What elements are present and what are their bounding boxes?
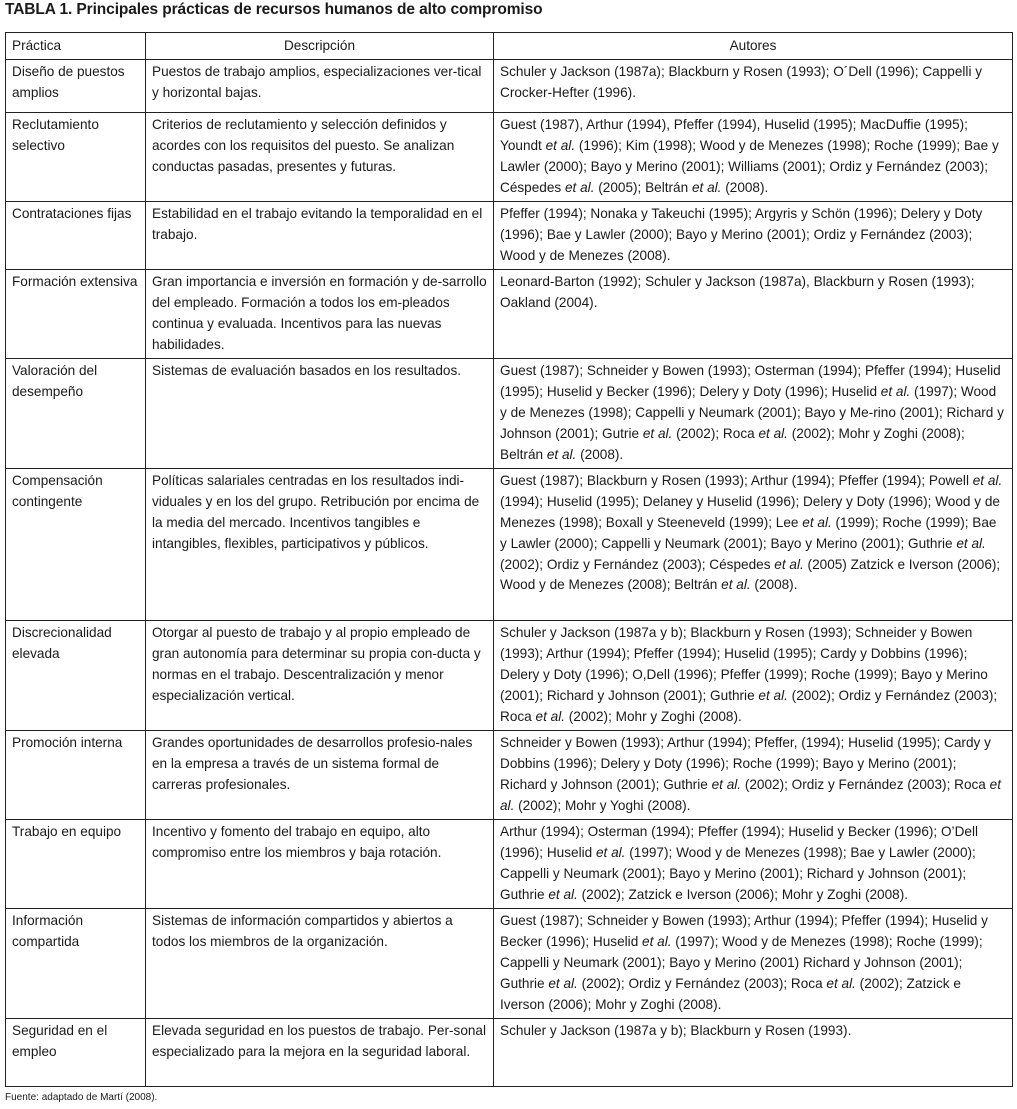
et-al-italic: et al.: [595, 844, 626, 860]
et-al-italic: et al.: [545, 137, 576, 153]
practice-cell: Discrecionalidad elevada: [6, 620, 146, 730]
et-al-italic: et al.: [565, 179, 595, 195]
authors-cell: Guest (1987); Schneider y Bowen (1993); Osterman (1994); Pfeffer (1994); Huselid (1995); Huselid y Becker (1996); Delery y Doty (1996); Huselid et al. (1997); Wood y de Menezes (1998); Cappelli y Neumark (2001); Bayo y Me-rino (2001); Richard y Johnson (2001); Gutrie et al. (2002); Roca et al. (2002); Mohr y Zoghi (2008); Beltrán et al. (2008).: [494, 358, 1013, 468]
authors-cell: Pfeffer (1994); Nonaka y Takeuchi (1995); Argyris y Schön (1996); Delery y Doty (1996); Bae y Lawler (2000); Bayo y Merino (2001); Ordiz y Fernández (2003); Wood y de Menezes (2008).: [494, 201, 1013, 269]
et-al-italic: et al.: [711, 776, 742, 792]
authors-cell: Guest (1987); Blackburn y Rosen (1993); Arthur (1994); Pfeffer (1994); Powell et al. (1994); Huselid (1995); Delaney y Huselid (1996); Delery y Doty (1996); Wood y de Menezes (1998); Boxall y Steeneveld (1999); Lee et al. (1999); Roche (1999); Bae y Lawler (2000); Cappelli y Neumark (2001); Bayo y Merino (2001); Guthrie et al. (2002); Ordiz y Fernández (2003); Céspedes et al. (2005) Zatzick e Iverson (2006); Wood y de Menezes (2008); Beltrán et al. (2008).: [494, 468, 1013, 620]
table-row: [6, 819, 1013, 908]
table-row: [6, 269, 1013, 358]
authors-cell: Schneider y Bowen (1993); Arthur (1994); Pfeffer, (1994); Huselid (1995); Cardy y Dobbins (1996); Delery y Doty (1996); Roche (1999); Bayo y Merino (2001); Richard y Johnson (2001); Guthrie et al. (2002); Ordiz y Fernández (2003); Roca et al. (2002); Mohr y Yoghi (2008).: [494, 730, 1013, 819]
authors-cell: Schuler y Jackson (1987a); Blackburn y Rosen (1993); O´Dell (1996); Cappelli y Crocker-Hefter (1996).: [494, 59, 1013, 112]
practice-cell: Reclutamiento selectivo: [6, 112, 146, 201]
authors-cell: Leonard-Barton (1992); Schuler y Jackson (1987a), Blackburn y Rosen (1993); Oakland (2004).: [494, 269, 1013, 358]
table-row: [6, 1018, 1013, 1086]
header-descripcion: Descripción: [146, 33, 494, 60]
practice-cell: Contrataciones fijas: [6, 201, 146, 269]
practice-cell: Promoción interna: [6, 730, 146, 819]
practices-table: [5, 32, 1013, 1087]
practice-cell: Trabajo en equipo: [6, 819, 146, 908]
header-autores: Autores: [494, 33, 1013, 60]
table-header-row: [6, 33, 1013, 60]
authors-cell: Arthur (1994); Osterman (1994); Pfeffer (1994); Huselid y Becker (1996); O’Dell (1996); Huselid et al. (1997); Wood y de Menezes (1998); Bae y Lawler (2000); Cappelli y Neumark (2001); Bayo y Merino (2001); Richard y Johnson (2001); Guthrie et al. (2002); Zatzick e Iverson (2006); Mohr y Zoghi (2008).: [494, 819, 1013, 908]
et-al-italic: et al.: [774, 556, 804, 572]
description-cell: Otorgar al puesto de trabajo y al propio empleado de gran autonomía para determinar su propia con-ducta y normas en el trabajo. Descentralización y menor especialización vertical.: [146, 620, 494, 730]
et-al-italic: et al.: [548, 975, 578, 991]
description-cell: Elevada seguridad en los puestos de trabajo. Per-sonal especializado para la mejora en la seguridad laboral.: [146, 1018, 494, 1086]
table-title: TABLA 1. Principales prácticas de recursos humanos de alto compromiso: [5, 1, 543, 18]
description-cell: Sistemas de información compartidos y abiertos a todos los miembros de la organización.: [146, 908, 494, 1018]
et-al-italic: et al.: [758, 687, 788, 703]
practice-cell: Información compartida: [6, 908, 146, 1018]
table-row: [6, 112, 1013, 201]
table-row: [6, 59, 1013, 112]
practice-cell: Formación extensiva: [6, 269, 146, 358]
et-al-italic: et al.: [691, 179, 722, 195]
description-cell: Puestos de trabajo amplios, especializaciones ver-tical y horizontal bajas.: [146, 59, 494, 112]
table-row: [6, 358, 1013, 468]
description-cell: Políticas salariales centradas en los resultados indi-viduales y en los del grupo. Retribución por encima de la media del mercado. Incentivos tangibles e intangibles, flexibles, participativos y públicos.: [146, 468, 494, 620]
et-al-italic: et al.: [546, 446, 577, 462]
et-al-italic: et al.: [758, 425, 788, 441]
description-cell: Sistemas de evaluación basados en los resultados.: [146, 358, 494, 468]
description-cell: Grandes oportunidades de desarrollos profesio-nales en la empresa a través de un sistema formal de carreras profesionales.: [146, 730, 494, 819]
description-cell: Incentivo y fomento del trabajo en equipo, alto compromiso entre los miembros y baja rotación.: [146, 819, 494, 908]
authors-cell: Guest (1987); Schneider y Bowen (1993); Arthur (1994); Pfeffer (1994); Huselid y Becker (1996); Huselid et al. (1997); Wood y de Menezes (1998); Roche (1999); Cappelli y Neumark (2001); Bayo y Merino (2001) Richard y Johnson (2001); Guthrie et al. (2002); Ordiz y Fernández (2003); Roca et al. (2002); Zatzick e Iverson (2006); Mohr y Zoghi (2008).: [494, 908, 1013, 1018]
table-row: [6, 468, 1013, 620]
authors-cell: Schuler y Jackson (1987a y b); Blackburn y Rosen (1993).: [494, 1018, 1013, 1086]
description-cell: Criterios de reclutamiento y selección definidos y acordes con los requisitos del puesto. Se analizan conductas pasadas, presentes y futuras.: [146, 112, 494, 201]
practice-cell: Valoración del desempeño: [6, 358, 146, 468]
et-al-italic: et al.: [642, 933, 672, 949]
et-al-italic: et al.: [548, 886, 578, 902]
et-al-italic: et al.: [721, 577, 751, 593]
practice-cell: Diseño de puestos amplios: [6, 59, 146, 112]
practice-cell: Seguridad en el empleo: [6, 1018, 146, 1086]
table-row: [6, 201, 1013, 269]
header-practica: Práctica: [6, 33, 146, 60]
source-note: Fuente: adaptado de Martí (2008).: [5, 1092, 158, 1103]
et-al-italic: et al.: [535, 708, 565, 724]
et-al-italic: et al.: [642, 425, 673, 441]
et-al-italic: et al.: [880, 383, 911, 399]
et-al-italic: et al.: [500, 776, 1001, 813]
table-row: [6, 730, 1013, 819]
et-al-italic: et al.: [826, 975, 856, 991]
authors-cell: Guest (1987), Arthur (1994), Pfeffer (1994), Huselid (1995); MacDuffie (1995); Youndt et al. (1996); Kim (1998); Wood y de Menezes (1998); Roche (1999); Bae y Lawler (2000); Bayo y Merino (2001); Williams (2001); Ordiz y Fernández (2003); Céspedes et al. (2005); Beltrán et al. (2008).: [494, 112, 1013, 201]
table-row: [6, 908, 1013, 1018]
description-cell: Estabilidad en el trabajo evitando la temporalidad en el trabajo.: [146, 201, 494, 269]
et-al-italic: et al.: [956, 535, 986, 551]
et-al-italic: et al.: [972, 472, 1003, 488]
table-row: [6, 620, 1013, 730]
description-cell: Gran importancia e inversión en formación y de-sarrollo del empleado. Formación a todos los em-pleados continua y evaluada. Incentivos para las nuevas habilidades.: [146, 269, 494, 358]
practice-cell: Compensación contingente: [6, 468, 146, 620]
et-al-italic: et al.: [802, 514, 832, 530]
authors-cell: Schuler y Jackson (1987a y b); Blackburn y Rosen (1993); Schneider y Bowen (1993); Arthur (1994); Pfeffer (1994); Huselid (1995); Cardy y Dobbins (1996); Delery y Doty (1996); O,Dell (1996); Pfeffer (1999); Roche (1999); Bayo y Merino (2001); Richard y Johnson (2001); Guthrie et al. (2002); Ordiz y Fernández (2003); Roca et al. (2002); Mohr y Zoghi (2008).: [494, 620, 1013, 730]
